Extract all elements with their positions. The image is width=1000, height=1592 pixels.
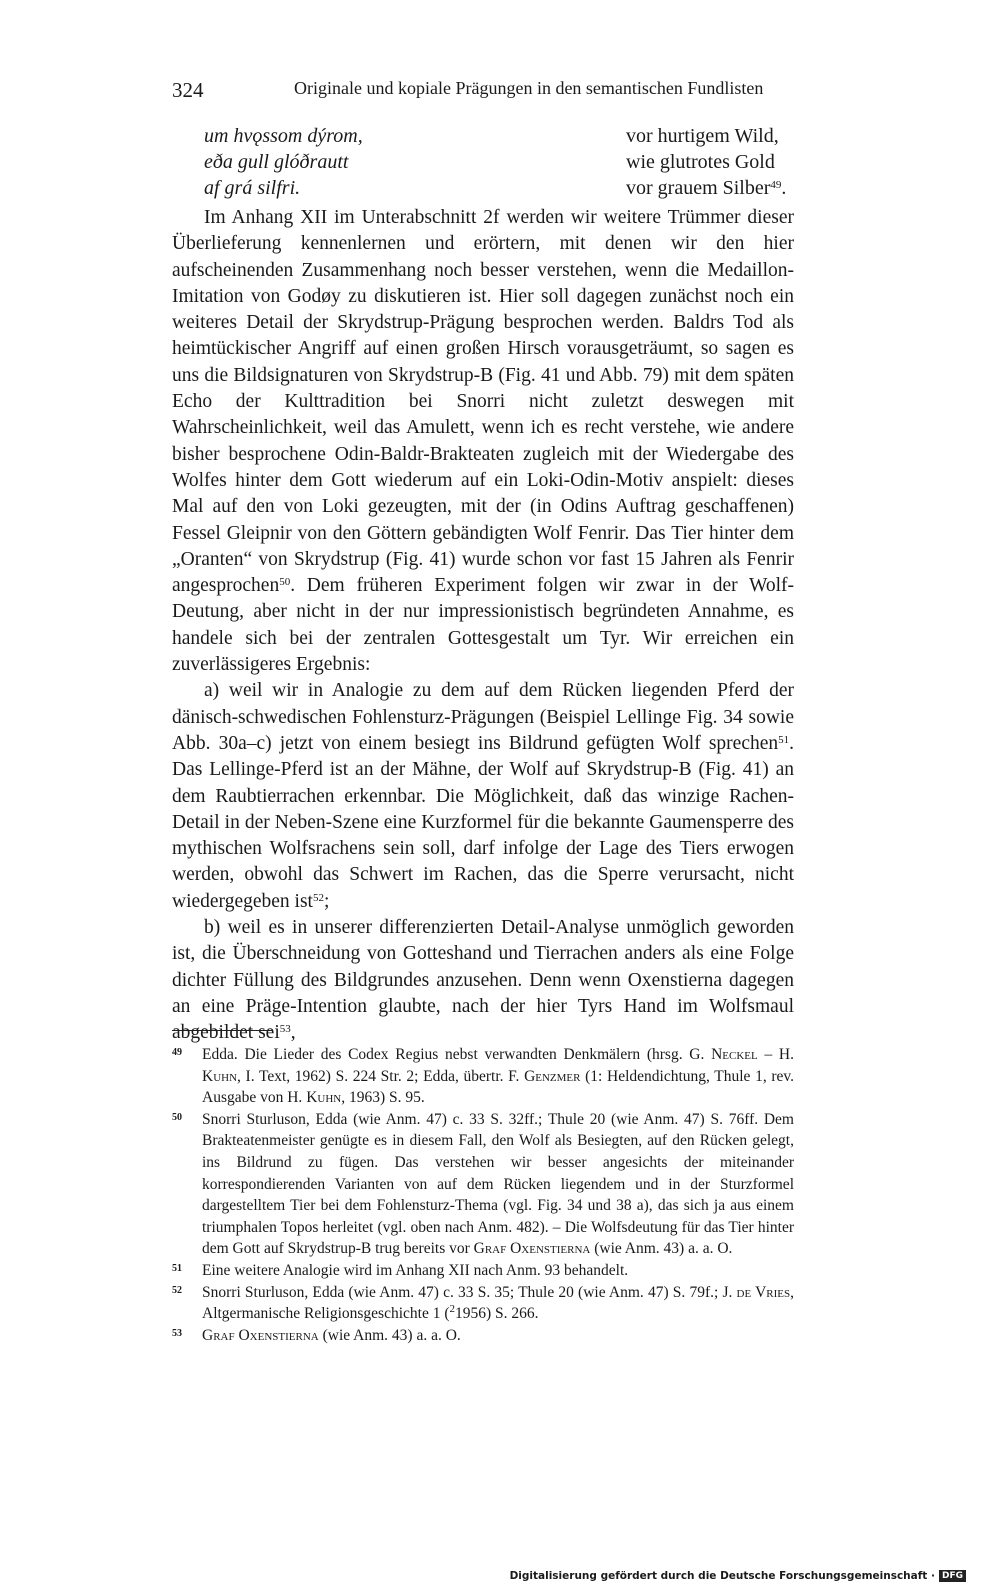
- verse-line: [172, 125, 794, 151]
- page-header: [172, 78, 794, 108]
- footnote: 53 Graf Oxenstierna (wie Anm. 43) a. a. O.: [172, 1325, 794, 1347]
- verse-block: [172, 125, 794, 203]
- verse-line: [172, 151, 794, 177]
- main-text: [172, 205, 794, 1047]
- verse-old-norse: eða gull glóðrautt: [204, 151, 349, 173]
- footnote-number: 49: [172, 1047, 182, 1058]
- footnote-divider: [172, 1030, 272, 1031]
- footnote: 50 Snorri Sturluson, Edda (wie Anm. 47) c. 33 S. 32ff.; Thule 20 (wie Anm. 47) S. 76ff. Dem Brakteatenmeister genügte es in diesem Fall, den Wolf als Besiegten, auf den Rücken gelegt, ins Bildrund zu fügen. Das verstehen wir besser angesichts der miteinander korrespondierenden Varianten von auf dem Rücken liegendem und in der Sturzformel dargestelltem Tier bei dem Fohlensturz-Thema (vgl. Fig. 34 und 38 a), das sich ja aus einem triumphalen Topos herleitet (vgl. oben nach Anm. 482). – Die Wolfsdeutung für das Tier hinter dem Gott auf Skrydstrup-B trug bereits vor Graf Oxenstierna (wie Anm. 43) a. a. O.: [172, 1109, 794, 1260]
- footnotes: [172, 1044, 794, 1346]
- footnote-number: 51: [172, 1262, 182, 1274]
- verse-german: vor grauem Silber$^{49}$.: [626, 177, 787, 199]
- verse-german: wie glutrotes Gold: [626, 151, 775, 173]
- paragraph: a) weil wir in Analogie zu dem auf dem Rücken liegenden Pferd der dänisch-schwedischen Fohlensturz-Prägungen (Beispiel Lellinge Fig. 34 sowie Abb. 30a–c) jetzt von einem besiegt ins Bildrund gefügten Wolf sprechen$^{51}$. Das Lellinge-Pferd ist an der Mähne, der Wolf auf Skrydstrup-B (Fig. 41) an dem Raubtierrachen erkennbar. Die Möglichkeit, daß das winzige Rachen-Detail in der Neben-Szene eine Kurzformel für die bekannte Gaumensperre des mythischen Wolfsrachens sein soll, darf infolge der Lage des Tiers erwogen werden, obwohl das Schwert im Rachen, das die Sperre verursacht, nicht wiedergegeben ist$^{52}$;: [172, 680, 794, 912]
- footnote: 51 Eine weitere Analogie wird im Anhang XII nach Anm. 93 behandelt.: [172, 1260, 794, 1282]
- running-title: Originale und kopiale Prägungen in den semantischen Fundlisten: [294, 78, 764, 98]
- verse-german: vor hurtigem Wild,: [626, 125, 779, 147]
- footnote: 49 Edda. Die Lieder des Codex Regius nebst verwandten Denkmälern (hrsg. G. Neckel – H. Kuhn, I. Text, 1962) S. 224 Str. 2; Edda, übertr. F. Genzmer (1: Heldendichtung, Thule 1, rev. Ausgabe von H. Kuhn, 1963) S. 95.: [172, 1044, 794, 1109]
- footnote: 52 Snorri Sturluson, Edda (wie Anm. 47) c. 33 S. 35; Thule 20 (wie Anm. 47) S. 79f.; J. de Vries, Altgermanische Religionsgeschichte 1 ($^2$1956) S. 266.: [172, 1282, 794, 1325]
- footnote-ref: 51: [778, 733, 790, 746]
- paragraph: b) weil es in unserer differenzierten Detail-Analyse unmöglich geworden ist, die Überschneidung von Gotteshand und Tierrachen anders als eine Folge dichter Füllung des Bildgrundes anzusehen. Denn wenn Oxenstierna dagegen an eine Präge-Intention glaubte, nach der hier Tyrs Hand im Wolfsmaul abgebildet sei$^{53}$,: [172, 917, 794, 1044]
- paragraph: Im Anhang XII im Unterabschnitt 2f werden wir weitere Trümmer dieser Überlieferung kennenlernen und erörtern, mit denen wir den hier aufscheinenden Zusammenhang noch besser verstehen, wenn die Medaillon-Imitation von Godøy zu diskutieren ist. Hier soll dagegen zunächst noch ein weiteres Detail der Skrydstrup-Prägung besprochen werden. Baldrs Tod als heimtückischer Angriff auf einen großen Hirsch vorausgeträumt, so sagen es uns die Bildsignaturen von Skrydstrup-B (Fig. 41 und Abb. 79) mit dem späten Echo der Kulttradition bei Snorri nicht zuletzt deswegen mit Wahrscheinlichkeit, weil das Amulett, wenn ich es recht verstehe, wie andere bisher besprochene Odin-Baldr-Brakteaten zugleich mit der Wiedergabe des Wolfes hinter dem Gott wiederum auf ein Loki-Odin-Motiv anspielt: dieses Mal auf den von Loki gezeugten, mit der (in Odins Auftrag geschaffenen) Fessel Gleipnir von den Göttern gebändigten Wolf Fenrir. Das Tier hinter dem „Oranten“ von Skrydstrup (Fig. 41) wurde schon vor fast 15 Jahren als Fenrir angesprochen$^{50}$. Dem früheren Experiment folgen wir zwar in der Wolf-Deutung, aber nicht in der nur impressionistisch begründeten Annahme, es handele sich bei der zentralen Gottesgestalt um Tyr. Wir erreichen ein zuverlässigeres Ergebnis:: [172, 207, 794, 676]
- verse-line: [172, 177, 794, 203]
- footnote-ref: 53: [279, 1023, 291, 1036]
- digitization-credit: Digitalisierung gefördert durch die Deutsche Forschungsgemeinschaft · DFG: [510, 1570, 966, 1582]
- footnote-ref: 52: [312, 891, 324, 904]
- verse-old-norse: af grá silfri.: [204, 177, 301, 199]
- footnote-ref: 50: [279, 576, 291, 589]
- footnote-ref: 49: [770, 179, 782, 191]
- dfg-logo: DFG: [939, 1570, 966, 1582]
- footnote-number: 52: [172, 1284, 182, 1296]
- footnote-number: 50: [172, 1111, 182, 1123]
- page-number: 324: [172, 78, 204, 102]
- verse-old-norse: um hvǫssom dýrom,: [204, 125, 363, 147]
- footnote-number: 53: [172, 1327, 182, 1339]
